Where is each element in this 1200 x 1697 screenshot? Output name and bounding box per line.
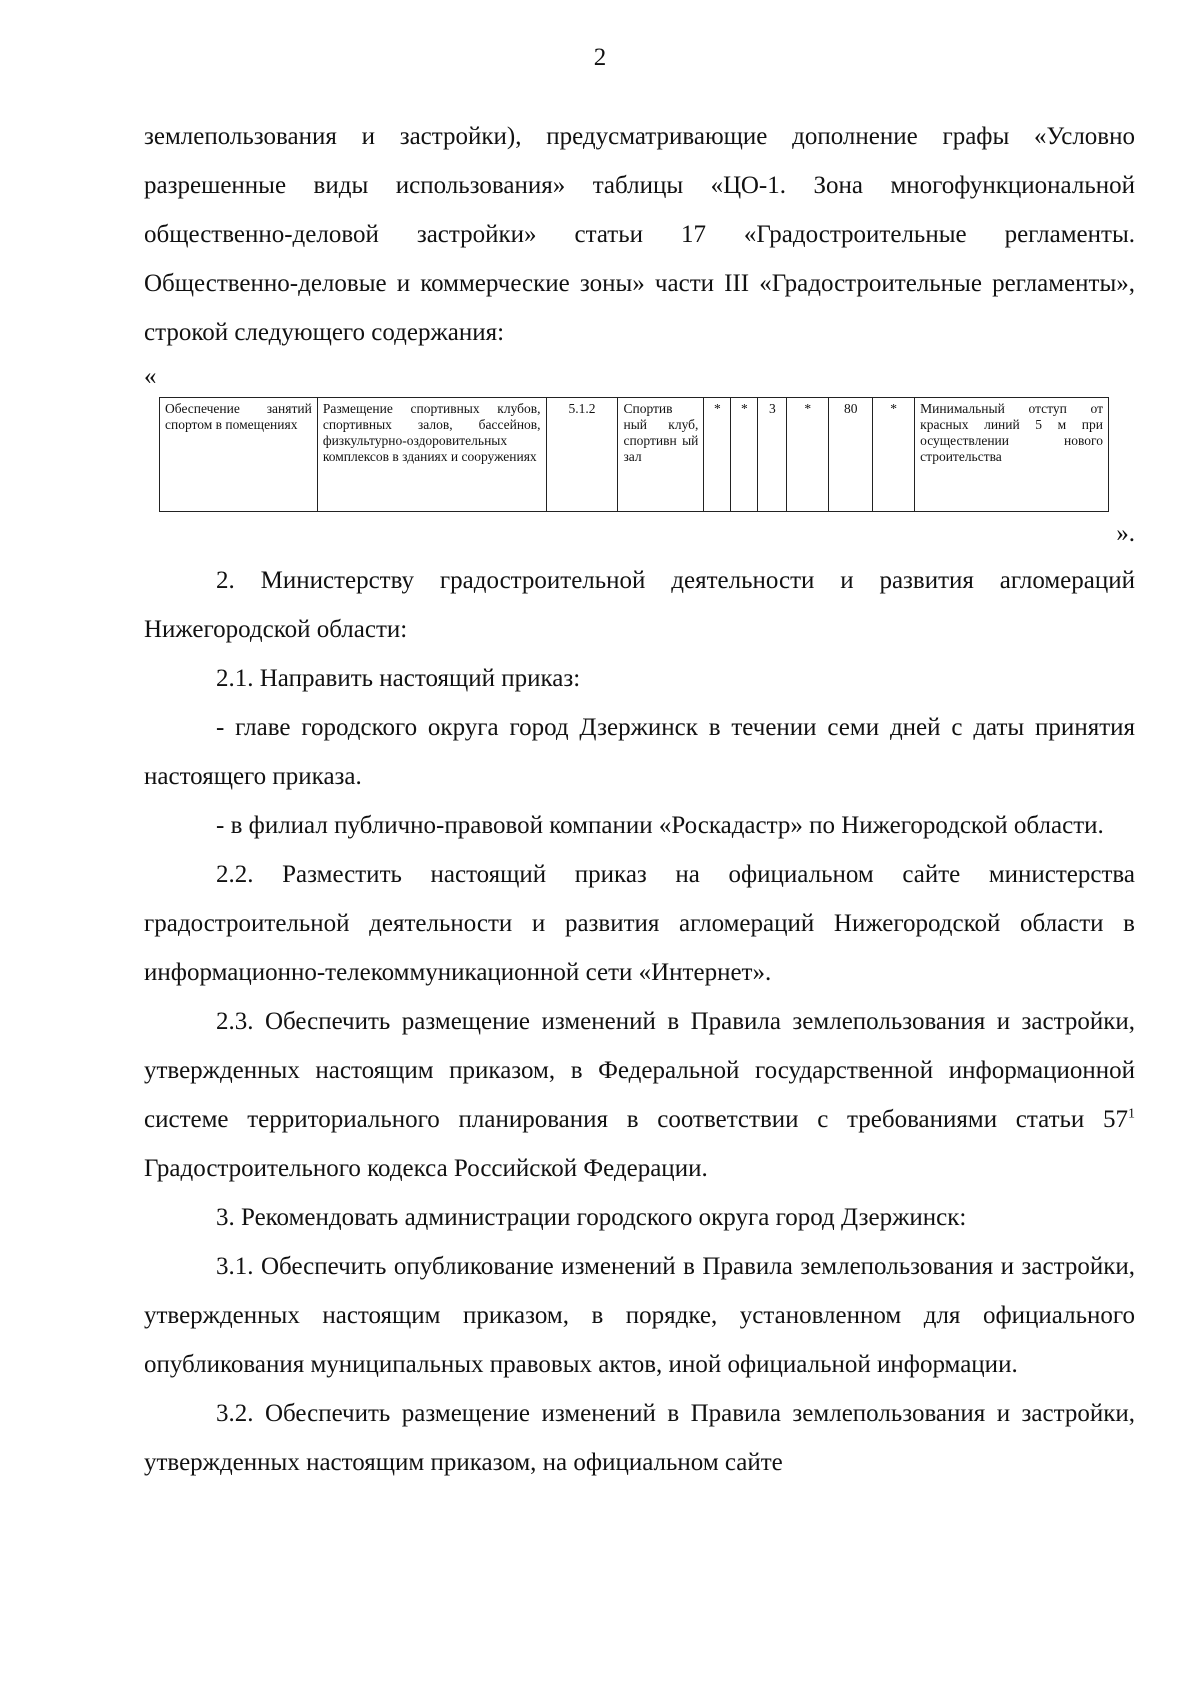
closing-quote-mark: ».: [1116, 520, 1135, 547]
table-row: [160, 398, 1109, 512]
table-cell-param: *: [787, 398, 829, 512]
table-cell-activity-type: Обеспечение занятий спортом в помещениях: [160, 398, 318, 512]
paragraph-2-3-text: 2.3. Обеспечить размещение изменений в Правила землепользования и застройки, утвержденных настоящим приказом, в Федеральной государственной информационной системе территориального планирования в соответствии с требованиями статьи 57: [144, 1008, 1135, 1133]
paragraph-2-3: [144, 997, 1135, 1193]
zone-regulation-table: [159, 397, 1109, 512]
paragraph-2-3-text-end: Градостроительного кодекса Российской Федерации.: [144, 1155, 708, 1182]
paragraph-2-1-a: - главе городского округа город Дзержинск в течении семи дней с даты принятия настоящего приказа.: [144, 714, 1135, 790]
table-cell-param: *: [873, 398, 915, 512]
table-cell-description: Размещение спортивных клубов, спортивных залов, бассейнов, физкультурно-оздоровительных комплексов в зданиях и сооружениях: [317, 398, 546, 512]
table-cell-param: 3: [758, 398, 787, 512]
paragraph-2-1-b: - в филиал публично-правовой компании «Роскадастр» по Нижегородской области.: [216, 812, 1104, 839]
opening-quote-mark: «: [144, 363, 157, 390]
paragraph-3-2: 3.2. Обеспечить размещение изменений в Правила землепользования и застройки, утвержденных настоящим приказом, на официальном сайте: [144, 1400, 1135, 1476]
paragraph-3-1: 3.1. Обеспечить опубликование изменений в Правила землепользования и застройки, утвержденных настоящим приказом, в порядке, установленном для официального опубликования муниципальных правовых актов, иной официальной информации.: [144, 1253, 1135, 1378]
paragraph-2-2: 2.2. Разместить настоящий приказ на официальном сайте министерства градостроительной деятельности и развития агломераций Нижегородской области в информационно-телекоммуникационной сети «Интернет».: [144, 861, 1135, 986]
table-cell-object-type: Спортив ный клуб, спортивн ый зал: [618, 398, 704, 512]
page-number: 2: [593, 44, 607, 71]
superscript-1: 1: [1128, 1106, 1135, 1122]
paragraph-2: 2. Министерству градостроительной деятельности и развития агломераций Нижегородской области:: [144, 567, 1135, 643]
table-cell-param: *: [731, 398, 758, 512]
table-cell-param: 80: [829, 398, 873, 512]
intro-paragraph: землепользования и застройки), предусматривающие дополнение графы «Условно разрешенные виды использования» таблицы «ЦО-1. Зона многофункциональной общественно-деловой застройки» статьи 17 «Градостроительные регламенты. Общественно-деловые и коммерческие зоны» части III «Градостроительные регламенты», строкой следующего содержания:: [144, 123, 1135, 346]
table-cell-param: *: [704, 398, 731, 512]
document-body: [144, 112, 1135, 1487]
table-cell-notes: Минимальный отступ от красных линий 5 м при осуществлении нового строительства: [915, 398, 1109, 512]
table-cell-code: 5.1.2: [546, 398, 618, 512]
paragraph-2-1: 2.1. Направить настоящий приказ:: [216, 665, 581, 692]
paragraph-3: 3. Рекомендовать администрации городского округа город Дзержинск:: [216, 1204, 967, 1231]
